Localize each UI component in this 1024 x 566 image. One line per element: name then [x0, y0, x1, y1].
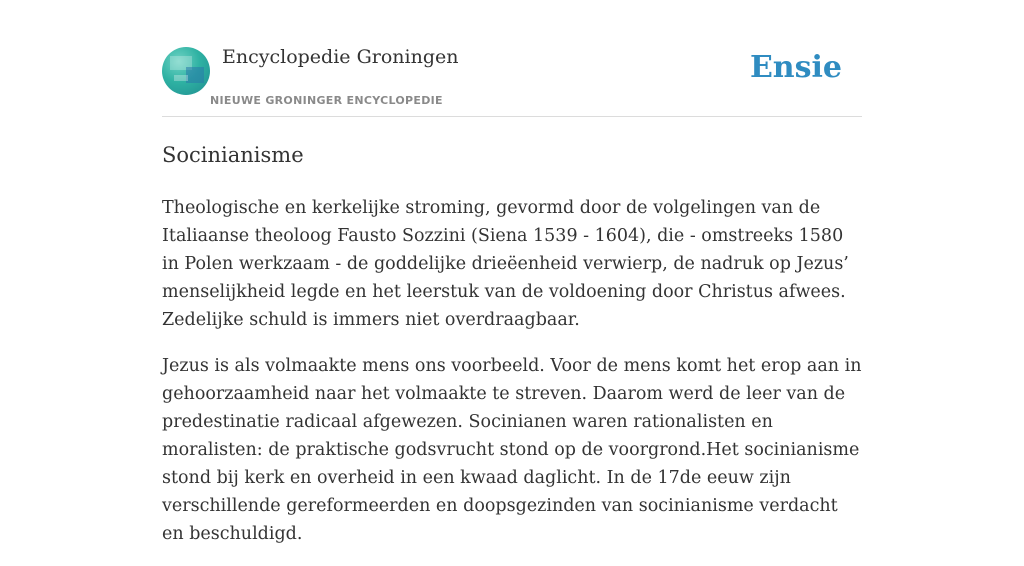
site-header	[162, 44, 862, 117]
article-paragraph: Jezus is als volmaakte mens ons voorbeeld. Voor de mens komt het erop aan in gehoorzaamheid naar het volmaakte te streven. Daarom werd de leer van de predestinatie radicaal afgewezen. Socinianen waren rationalisten en moralisten: de praktische godsvrucht stond op de voorgrond.Het socinianisme stond bij kerk en overheid in een kwaad daglicht. In de 17de eeuw zijn verschillende gereformeerden en doopsgezinden van socinianisme verdacht en beschuldigd.	[162, 356, 862, 544]
article-title: Socinianisme	[162, 143, 304, 167]
site-name[interactable]: Encyclopedie Groningen	[222, 46, 459, 68]
logo-graphic	[186, 67, 204, 83]
site-logo[interactable]	[162, 47, 210, 95]
article-content	[162, 140, 862, 566]
logo-graphic	[174, 75, 188, 81]
article-paragraph: Theologische en kerkelijke stroming, gevormd door de volgelingen van de Italiaanse theoloog Fausto Sozzini (Siena 1539 - 1604), die - omstreeks 1580 in Polen werkzaam - de goddelijke drieëenheid verwierp, de nadruk op Jezus’ menselijkheid legde en het leerstuk van de voldoening door Christus afwees. Zedelijke schuld is immers niet overdraagbaar.	[162, 198, 849, 330]
site-subtitle: NIEUWE GRONINGER ENCYCLOPEDIE	[210, 94, 443, 107]
ensie-brand-link[interactable]: Ensie	[749, 50, 842, 85]
